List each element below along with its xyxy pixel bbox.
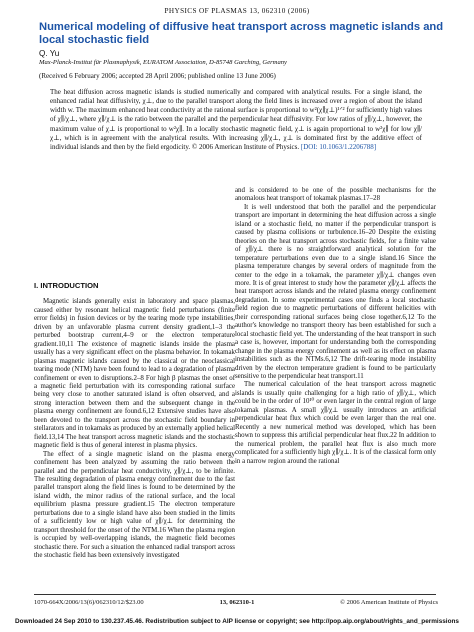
paragraph: The effect of a single magnetic island on the plasma energy confinement has been analyzed by assuming the ratio between the parallel and the perpendicular heat conductivity, χ∥/χ⊥, to be infinite. The resulting degradation of plasma energy confinement due to the fast parallel transport along the field lines is found to be determined by the island width, the minor radius of the rational surface, and the local equilibrium plasma pressure gradient.15 The electron temperature perturbations due to a single island have also been studied in the limits of a sufficiently low or high value of χ∥/χ⊥ for determining the transport threshold for the onset of the NTM.16 When the plasma region is occupied by well-overlapping islands, the magnetic field becomes stochastic there. For such a situation the enhanced radial transport across the stochastic field has been extensively investigated	[34, 450, 235, 560]
received-dates: (Received 6 February 2006; accepted 28 April 2006; published online 13 June 2006)	[39, 72, 276, 80]
article-title: Numerical modeling of diffusive heat transport across magnetic islands and local stochastic field	[39, 21, 444, 46]
paragraph: The numerical calculation of the heat transport across magnetic islands is usually quite challenging for a high ratio of χ∥/χ⊥, which could be in the order of 10¹⁰ or even larger in the central region of large tokamak plasmas. A small χ∥/χ⊥ usually introduces an artificial perpendicular heat flux which could be even larger than the real one. Recently a new numerical method was developed, which has been shown to suppress this artificial perpendicular heat flux.22 In addition to the numerical problem, the parallel heat flux is also much more complicated for a sufficiently high χ∥/χ⊥. It is of the classical form only in a narrow region around the rational	[235, 381, 436, 465]
footer-page-number: 13, 062310-1	[219, 599, 255, 606]
footer-rule	[34, 594, 436, 595]
paragraph: Magnetic islands generally exist in laboratory and space plasmas, caused either by resonant helical magnetic field perturbations (finite error fields) in fusion devices or by the tearing mode type instabilities, driven by an unfavorable plasma current density gradient,1–3 the perturbed bootstrap current,4–9 or the electron temperature gradient.10,11 The existence of magnetic islands inside the plasma usually has a very significant effect on the plasma behavior. In tokamak plasmas magnetic islands caused by the classical or the neoclassical tearing mode (NTM) have been found to lead to a degradation of plasma confinement or even to disruptions.2–8 For high β plasmas the onset of a magnetic field perturbation with its corresponding rational surface being very close to another saturated island is often observed, and a strong interaction between them and the subsequent change in the plasma energy confinement are found.6,12 Extensive studies have also been devoted to the transport across the stochastic field boundary in stellarators and in tokamaks as produced by an externally applied helical field.13,14 The heat transport across magnetic islands and the stochastic magnetic field is thus of general interest in plasma physics.	[34, 298, 235, 450]
abstract	[50, 88, 422, 152]
abstract-text: The heat diffusion across magnetic islands is studied numerically and compared with analytical results. For a single island, the enhanced radial heat diffusivity, χ⊥, due to the parallel transport along the field lines is increased over a region of about the island width w. The maximum enhanced heat conductivity at the rational surface is proportional to w²(χ∥χ⊥)¹ᐟ² for sufficiently high values of χ∥/χ⊥, where χ∥/χ⊥ is the ratio between the parallel and the perpendicular heat diffusivity. For low ratios of χ∥/χ⊥, however, the maximum value of χ⊥ is proportional to w²χ∥. In a locally stochastic magnetic field, χ⊥ is again proportional to w²χ∥ for low χ∥/χ⊥, which is in agreement with the analytical results. With increasing χ∥/χ⊥, χ⊥ is dominated first by the additive effect of individual islands and then by the field ergodicity. © 2006 American Institute of Physics.	[50, 88, 422, 151]
left-column	[34, 282, 235, 561]
author-affiliation: Max-Planck-Institut für Plasmaphysik, EURATOM Association, D-85748 Garching, Germany	[39, 59, 287, 66]
author-name: Q. Yu	[39, 49, 60, 58]
paragraph: It is well understood that both the parallel and the perpendicular transport are important in determining the heat diffusion across a single island or a stochastic field, no matter if the perpendicular transport is caused by plasma collisions or turbulence.16–20 Despite the existing theories on the heat transport across stochastic fields, for a finite value of χ∥/χ⊥ there is no straightforward analytical solution for the temperature perturbations even due to a single island.16 Since the plasma temperature changes by several orders of magnitude from the center to the edge in a tokamak, the parameter χ∥/χ⊥ changes even more. It is of great interest to study how the parameter χ∥/χ⊥ affects the heat transport across islands and the related plasma energy confinement degradation. In some experimental cases one finds a local stochastic field region due to magnetic perturbations of different helicities with their corresponding rational surfaces being close together.6,12 To the author's knowledge no transport theory has been established for such a local stochastic field yet. The understanding of the heat transport in such a case is, however, important for understanding both the corresponding change in the plasma energy confinement as well as its effect on plasma instabilities such as the NTMs.6,12 The drift-tearing mode instability driven by the electron temperature gradient is found to be particularly sensitive to the perpendicular heat transport.11	[235, 203, 436, 380]
footer-copyright: © 2006 American Institute of Physics	[340, 599, 438, 606]
section-heading-introduction: I. INTRODUCTION	[34, 281, 99, 290]
running-head: PHYSICS OF PLASMAS 13, 062310 (2006)	[164, 7, 310, 15]
right-column	[235, 187, 436, 466]
download-notice: Downloaded 24 Sep 2010 to 130.237.45.46. Redistribution subject to AIP license or copyright; see http://pop.aip.org/about/rights_and_permissions	[15, 618, 459, 625]
paragraph: and is considered to be one of the possible mechanisms for the anomalous heat transport of tokamak plasmas.17–28	[235, 187, 436, 203]
doi-link[interactable]: [DOI: 10.1063/1.2206788]	[300, 142, 377, 151]
footer-issn: 1070-664X/2006/13(6)/062310/12/$23.00	[34, 599, 144, 606]
